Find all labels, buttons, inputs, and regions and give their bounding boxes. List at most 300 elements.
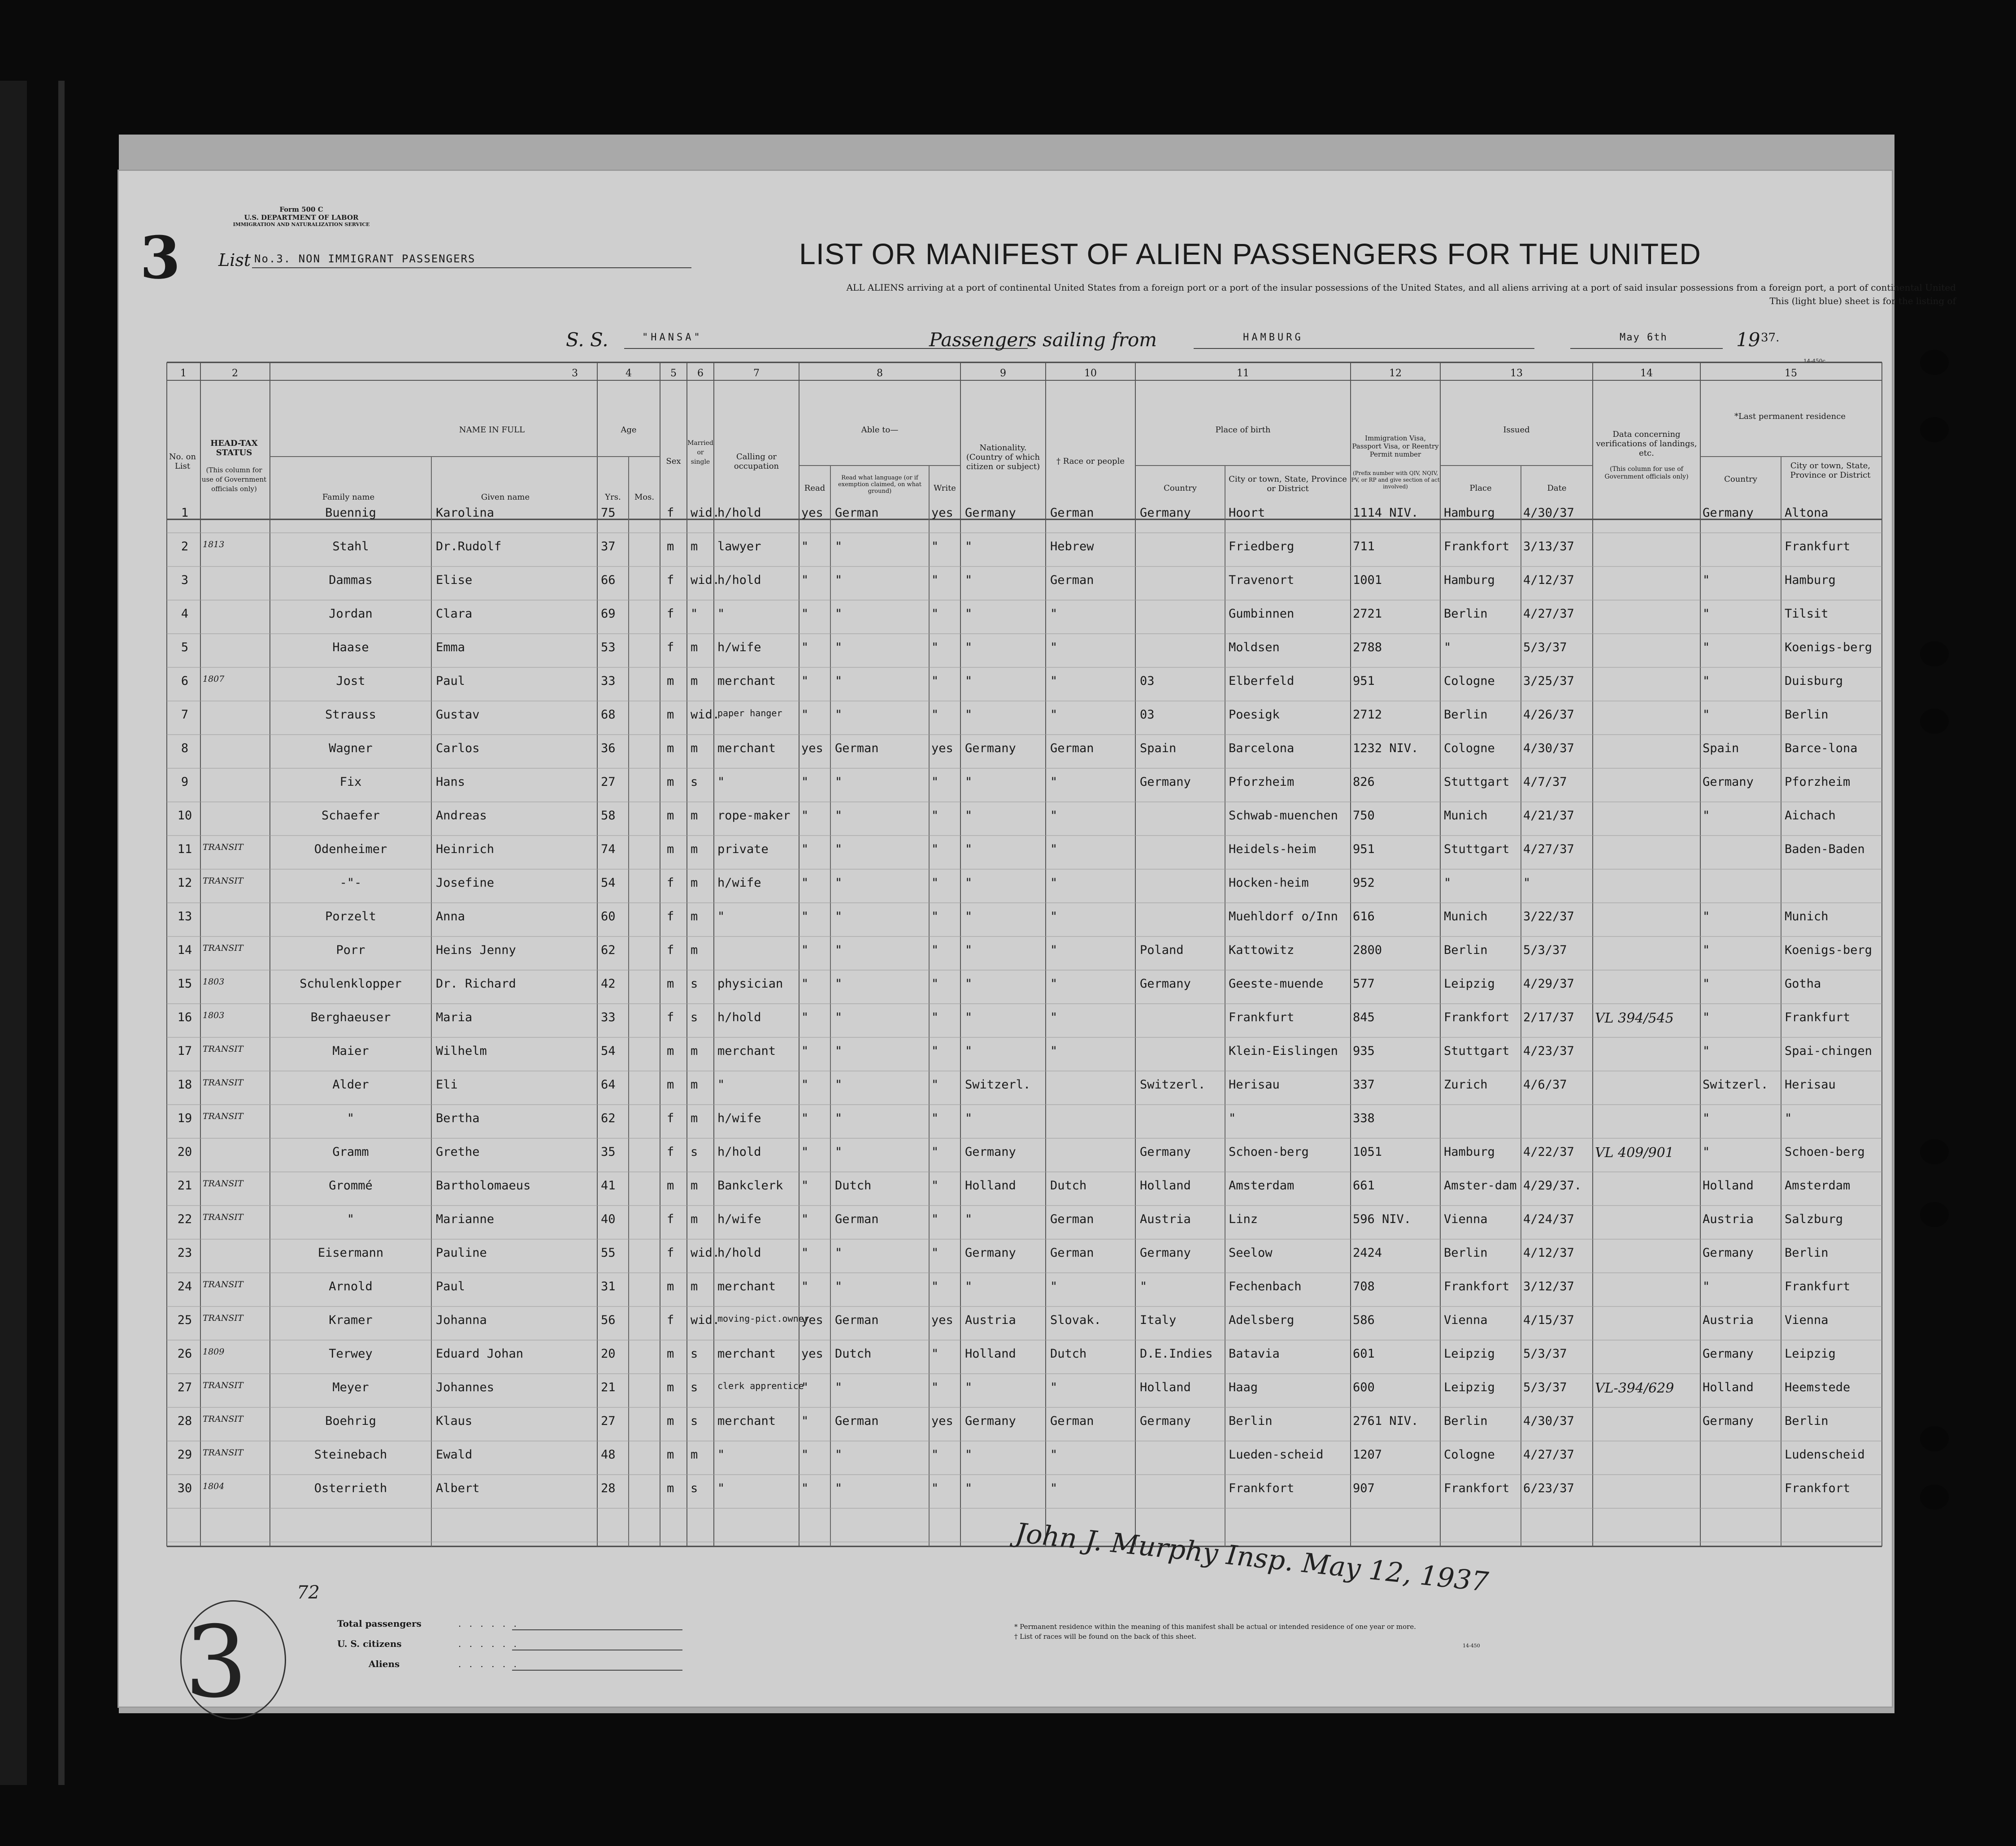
residence-country: " bbox=[1703, 943, 1710, 957]
residence-country: Spain bbox=[1703, 741, 1739, 755]
occupation: " bbox=[717, 607, 725, 621]
residence-city: Duisburg bbox=[1785, 674, 1843, 688]
sex: m bbox=[667, 1280, 674, 1293]
family-name: Berghaeuser bbox=[310, 1010, 391, 1024]
birth-city: Linz bbox=[1229, 1212, 1258, 1226]
birth-country: Switzerl. bbox=[1140, 1078, 1206, 1092]
sex: m bbox=[667, 809, 674, 823]
can-read: " bbox=[801, 540, 809, 553]
issued-date: 4/22/37 bbox=[1523, 1145, 1574, 1159]
can-read: " bbox=[801, 977, 809, 991]
header-nationality: Nationality. (Country of which citizen or subject) bbox=[966, 443, 1040, 471]
read-language: Dutch bbox=[835, 1347, 872, 1361]
can-read: yes bbox=[801, 741, 823, 755]
can-read: " bbox=[801, 775, 809, 789]
marital-status: wid. bbox=[691, 708, 720, 722]
issued-place: Berlin bbox=[1444, 607, 1488, 621]
header-age: Age bbox=[621, 425, 637, 435]
read-language: German bbox=[835, 1313, 879, 1327]
read-language: " bbox=[835, 640, 843, 654]
family-name: Fix bbox=[339, 775, 362, 789]
issued-date: 6/23/37 bbox=[1523, 1481, 1574, 1495]
can-read: " bbox=[801, 876, 809, 890]
marital-status: m bbox=[691, 1280, 698, 1293]
issued-date: 5/3/37 bbox=[1523, 640, 1567, 654]
read-language: " bbox=[835, 1044, 843, 1058]
marital-status: m bbox=[691, 876, 698, 890]
family-name: Arnold bbox=[329, 1280, 373, 1293]
given-name: Pauline bbox=[436, 1246, 487, 1260]
read-language: " bbox=[835, 1010, 843, 1024]
can-read: yes bbox=[801, 1313, 823, 1327]
given-name: Bartholomaeus bbox=[436, 1179, 531, 1193]
can-write: " bbox=[931, 708, 939, 722]
visa-number: 1114 NIV. bbox=[1353, 506, 1419, 520]
birth-city: Seelow bbox=[1229, 1246, 1273, 1260]
occupation: moving-pict.owner bbox=[717, 1313, 809, 1324]
race: Dutch bbox=[1050, 1347, 1087, 1361]
visa-number: 337 bbox=[1353, 1078, 1375, 1092]
birth-country: 03 bbox=[1140, 674, 1155, 688]
residence-country: " bbox=[1703, 977, 1710, 991]
race: " bbox=[1050, 775, 1058, 789]
sex: m bbox=[667, 1179, 674, 1193]
can-read: " bbox=[801, 1280, 809, 1293]
row-number: 28 bbox=[177, 1414, 192, 1428]
residence-city: Koenigs-berg bbox=[1785, 943, 1873, 957]
residence-city: Spai-chingen bbox=[1785, 1044, 1873, 1058]
nationality: " bbox=[965, 775, 973, 789]
race: German bbox=[1050, 573, 1094, 587]
row-number: 8 bbox=[181, 741, 189, 755]
marital-status: s bbox=[691, 1414, 698, 1428]
visa-number: 2712 bbox=[1353, 708, 1382, 722]
nationality: " bbox=[965, 977, 973, 991]
ss-label: S. S. bbox=[566, 329, 608, 351]
birth-city: Schwab-muenchen bbox=[1229, 809, 1338, 823]
age-years: 69 bbox=[601, 607, 616, 621]
age-years: 66 bbox=[601, 573, 616, 587]
issued-place: Vienna bbox=[1444, 1212, 1488, 1226]
issued-place: Stuttgart bbox=[1444, 842, 1510, 856]
race: German bbox=[1050, 506, 1094, 520]
header-read: Read bbox=[804, 483, 826, 493]
header-head-tax-note: (This column for use of Government officials only) bbox=[201, 466, 267, 493]
family-name: Dammas bbox=[329, 573, 373, 587]
marital-status: s bbox=[691, 1145, 698, 1159]
can-read: " bbox=[801, 1010, 809, 1024]
visa-number: 826 bbox=[1353, 775, 1375, 789]
age-years: 55 bbox=[601, 1246, 616, 1260]
header-married: Married or single bbox=[687, 440, 713, 466]
given-name: Karolina bbox=[436, 506, 495, 520]
residence-country: Austria bbox=[1703, 1212, 1754, 1226]
residence-city: Herisau bbox=[1785, 1078, 1836, 1092]
can-write: " bbox=[931, 1111, 939, 1125]
birth-city: " bbox=[1229, 1111, 1236, 1125]
residence-city: Koenigs-berg bbox=[1785, 640, 1873, 654]
given-name: Heins Jenny bbox=[436, 943, 516, 957]
row-number: 26 bbox=[177, 1347, 192, 1361]
table-grid bbox=[117, 170, 1893, 1708]
birth-country: Austria bbox=[1140, 1212, 1191, 1226]
header-data-note: (This column for use of Government officials only) bbox=[1604, 466, 1689, 480]
sex: m bbox=[667, 1380, 674, 1394]
race: " bbox=[1050, 809, 1058, 823]
marital-status: m bbox=[691, 943, 698, 957]
race: German bbox=[1050, 741, 1094, 755]
visa-number: 845 bbox=[1353, 1010, 1375, 1024]
header-given-name: Given name bbox=[481, 492, 530, 502]
row-number: 9 bbox=[181, 775, 189, 789]
read-language: " bbox=[835, 876, 843, 890]
can-write: " bbox=[931, 1044, 939, 1058]
birth-city: Barcelona bbox=[1229, 741, 1295, 755]
issued-date: 4/12/37 bbox=[1523, 1246, 1574, 1260]
column-number: 3 bbox=[572, 368, 578, 379]
given-name: Marianne bbox=[436, 1212, 495, 1226]
marital-status: m bbox=[691, 1212, 698, 1226]
read-language: German bbox=[835, 506, 879, 520]
year-prefix: 19 bbox=[1736, 329, 1760, 351]
footer-aliens: Aliens bbox=[369, 1659, 400, 1669]
occupation: h/hold bbox=[717, 573, 761, 587]
marital-status: m bbox=[691, 640, 698, 654]
marital-status: m bbox=[691, 741, 698, 755]
marital-status: wid. bbox=[691, 1246, 720, 1260]
can-read: " bbox=[801, 1044, 809, 1058]
marital-status: s bbox=[691, 1481, 698, 1495]
nationality: " bbox=[965, 842, 973, 856]
issued-place: Leipzig bbox=[1444, 1347, 1495, 1361]
can-read: " bbox=[801, 842, 809, 856]
birth-city: Pforzheim bbox=[1229, 775, 1295, 789]
can-read: " bbox=[801, 1212, 809, 1226]
visa-number: 577 bbox=[1353, 977, 1375, 991]
read-language: " bbox=[835, 1111, 843, 1125]
given-name: Dr.Rudolf bbox=[436, 540, 502, 553]
circle-mark bbox=[180, 1600, 286, 1720]
given-name: Johanna bbox=[436, 1313, 487, 1327]
row-number: 23 bbox=[177, 1246, 192, 1260]
birth-country: D.E.Indies bbox=[1140, 1347, 1213, 1361]
sex: m bbox=[667, 674, 674, 688]
family-name: Porr bbox=[336, 943, 365, 957]
head-tax-status: 1804 bbox=[203, 1481, 225, 1491]
birth-city: Batavia bbox=[1229, 1347, 1280, 1361]
nationality: " bbox=[965, 1111, 973, 1125]
can-write: " bbox=[931, 540, 939, 553]
header-res-country: Country bbox=[1724, 475, 1757, 484]
can-read: " bbox=[801, 1078, 809, 1092]
can-write: " bbox=[931, 775, 939, 789]
issued-place: Zurich bbox=[1444, 1078, 1488, 1092]
issued-date: 4/27/37 bbox=[1523, 1448, 1574, 1462]
family-name: Gramm bbox=[332, 1145, 369, 1159]
header-birth-country: Country bbox=[1164, 483, 1197, 493]
issued-place: Cologne bbox=[1444, 1448, 1495, 1462]
marital-status: m bbox=[691, 1078, 698, 1092]
sex: f bbox=[667, 1246, 674, 1260]
can-write: yes bbox=[931, 1414, 953, 1428]
residence-country: Switzerl. bbox=[1703, 1078, 1768, 1092]
age-years: 53 bbox=[601, 640, 616, 654]
read-language: " bbox=[835, 573, 843, 587]
given-name: Paul bbox=[436, 1280, 465, 1293]
family-name: Osterrieth bbox=[314, 1481, 387, 1495]
issued-place: Leipzig bbox=[1444, 977, 1495, 991]
sex: m bbox=[667, 1481, 674, 1495]
given-name: Johannes bbox=[436, 1380, 495, 1394]
occupation: physician bbox=[717, 977, 783, 991]
residence-country: " bbox=[1703, 1010, 1710, 1024]
row-number: 16 bbox=[177, 1010, 192, 1024]
form-service: IMMIGRATION AND NATURALIZATION SERVICE bbox=[233, 222, 370, 227]
can-write: " bbox=[931, 1280, 939, 1293]
issued-place: Vienna bbox=[1444, 1313, 1488, 1327]
issued-date: 4/26/37 bbox=[1523, 708, 1574, 722]
header-read-what: Read what language (or if exemption claimed, on what ground) bbox=[838, 475, 921, 495]
row-number: 19 bbox=[177, 1111, 192, 1125]
can-write: " bbox=[931, 1078, 939, 1092]
can-read: yes bbox=[801, 1347, 823, 1361]
can-read: " bbox=[801, 1481, 809, 1495]
age-years: 21 bbox=[601, 1380, 616, 1394]
can-read: yes bbox=[801, 506, 823, 520]
list-label: List bbox=[218, 250, 251, 270]
race: " bbox=[1050, 1448, 1058, 1462]
age-years: 62 bbox=[601, 1111, 616, 1125]
row-number: 15 bbox=[177, 977, 192, 991]
form-dept: U.S. DEPARTMENT OF LABOR bbox=[244, 213, 359, 222]
occupation: h/hold bbox=[717, 1145, 761, 1159]
footer-us-citizens: U. S. citizens bbox=[337, 1638, 402, 1649]
given-name: Carlos bbox=[436, 741, 480, 755]
marital-status: s bbox=[691, 977, 698, 991]
row-number: 20 bbox=[177, 1145, 192, 1159]
family-name: Schaefer bbox=[321, 809, 380, 823]
can-write: " bbox=[931, 1481, 939, 1495]
row-number: 10 bbox=[177, 809, 192, 823]
occupation: h/hold bbox=[717, 1010, 761, 1024]
head-tax-status: TRANSIT bbox=[203, 842, 243, 852]
sex: m bbox=[667, 1044, 674, 1058]
given-name: Anna bbox=[436, 910, 465, 923]
column-number: 5 bbox=[670, 368, 677, 379]
age-years: 42 bbox=[601, 977, 616, 991]
can-read: " bbox=[801, 1145, 809, 1159]
ship-name: "HANSA" bbox=[642, 332, 703, 343]
birth-city: Schoen-berg bbox=[1229, 1145, 1309, 1159]
residence-country: " bbox=[1703, 1044, 1710, 1058]
residence-country: Germany bbox=[1703, 1347, 1754, 1361]
birth-country: Poland bbox=[1140, 943, 1184, 957]
row-number: 14 bbox=[177, 943, 192, 957]
marital-status: m bbox=[691, 1111, 698, 1125]
race: " bbox=[1050, 1481, 1058, 1495]
read-language: German bbox=[835, 1414, 879, 1428]
sex: m bbox=[667, 1448, 674, 1462]
residence-city: Berlin bbox=[1785, 708, 1829, 722]
issued-place: Cologne bbox=[1444, 741, 1495, 755]
visa-number: 2788 bbox=[1353, 640, 1382, 654]
nationality: " bbox=[965, 1280, 973, 1293]
occupation: " bbox=[717, 775, 725, 789]
row-number: 5 bbox=[181, 640, 189, 654]
issued-date: 4/6/37 bbox=[1523, 1078, 1567, 1092]
given-name: Paul bbox=[436, 674, 465, 688]
issued-date: 3/25/37 bbox=[1523, 674, 1574, 688]
header-data-landings: Data concerning verifications of landings, etc. bbox=[1596, 430, 1697, 458]
row-number: 12 bbox=[177, 876, 192, 890]
header-able-to: Able to— bbox=[861, 425, 899, 435]
family-name: Alder bbox=[332, 1078, 369, 1092]
issued-place: Frankfort bbox=[1444, 1280, 1510, 1293]
count-note: 72 bbox=[297, 1582, 320, 1603]
issued-date: 4/15/37 bbox=[1523, 1313, 1574, 1327]
occupation: merchant bbox=[717, 674, 776, 688]
landing-data: VL 409/901 bbox=[1595, 1145, 1674, 1161]
family-name: Boehrig bbox=[325, 1414, 376, 1428]
visa-number: 2761 NIV. bbox=[1353, 1414, 1419, 1428]
can-read: " bbox=[801, 1414, 809, 1428]
race: " bbox=[1050, 842, 1058, 856]
can-write: " bbox=[931, 573, 939, 587]
birth-city: Elberfeld bbox=[1229, 674, 1295, 688]
nationality: " bbox=[965, 809, 973, 823]
year-suffix: 37. bbox=[1761, 331, 1780, 344]
head-tax-status: 1807 bbox=[203, 674, 225, 684]
sex: f bbox=[667, 910, 674, 923]
issued-place: Hamburg bbox=[1444, 1145, 1495, 1159]
nationality: " bbox=[965, 573, 973, 587]
row-number: 24 bbox=[177, 1280, 192, 1293]
head-tax-status: TRANSIT bbox=[203, 1111, 243, 1121]
issued-date: 4/30/37 bbox=[1523, 1414, 1574, 1428]
age-years: 31 bbox=[601, 1280, 616, 1293]
can-write: " bbox=[931, 607, 939, 621]
row-number: 11 bbox=[177, 842, 192, 856]
birth-city: Berlin bbox=[1229, 1414, 1273, 1428]
nationality: " bbox=[965, 607, 973, 621]
header-family-name: Family name bbox=[322, 492, 375, 502]
can-read: " bbox=[801, 607, 809, 621]
issued-date: 4/27/37 bbox=[1523, 607, 1574, 621]
header-issued: Issued bbox=[1503, 425, 1530, 435]
header-sex: Sex bbox=[666, 457, 681, 466]
footer-note-2: † List of races will be found on the back of this sheet. bbox=[1014, 1633, 1197, 1641]
nationality: " bbox=[965, 910, 973, 923]
nationality: Switzerl. bbox=[965, 1078, 1031, 1092]
birth-country: Germany bbox=[1140, 1145, 1191, 1159]
header-issued-date: Date bbox=[1547, 483, 1567, 493]
row-number: 27 bbox=[177, 1380, 192, 1394]
can-read: " bbox=[801, 1111, 809, 1125]
family-name: Jost bbox=[336, 674, 365, 688]
can-write: " bbox=[931, 1010, 939, 1024]
residence-city: Leipzig bbox=[1785, 1347, 1836, 1361]
nationality: " bbox=[965, 943, 973, 957]
race: " bbox=[1050, 1280, 1058, 1293]
head-tax-status: TRANSIT bbox=[203, 1212, 243, 1222]
visa-number: 661 bbox=[1353, 1179, 1375, 1193]
visa-number: 935 bbox=[1353, 1044, 1375, 1058]
visa-number: 2721 bbox=[1353, 607, 1382, 621]
row-number: 3 bbox=[181, 573, 189, 587]
nationality: " bbox=[965, 1481, 973, 1495]
can-write: yes bbox=[931, 741, 953, 755]
family-name: Grommé bbox=[329, 1179, 373, 1193]
sheet-number: 3 bbox=[140, 223, 181, 292]
issued-date: 4/29/37. bbox=[1523, 1179, 1582, 1193]
sex: f bbox=[667, 1145, 674, 1159]
footer-note-1: * Permanent residence within the meaning of this manifest shall be actual or intended residence of one year or more. bbox=[1014, 1623, 1416, 1631]
column-number: 1 bbox=[180, 368, 187, 379]
occupation: merchant bbox=[717, 1414, 776, 1428]
marital-status: m bbox=[691, 1044, 698, 1058]
residence-country: " bbox=[1703, 809, 1710, 823]
visa-number: 750 bbox=[1353, 809, 1375, 823]
can-write: " bbox=[931, 910, 939, 923]
race: " bbox=[1050, 910, 1058, 923]
can-read: " bbox=[801, 910, 809, 923]
nationality: " bbox=[965, 674, 973, 688]
race: " bbox=[1050, 977, 1058, 991]
family-name: Buennig bbox=[325, 506, 376, 520]
given-name: Klaus bbox=[436, 1414, 473, 1428]
race: Hebrew bbox=[1050, 540, 1094, 553]
column-number: 15 bbox=[1785, 368, 1797, 379]
issued-date: 3/12/37 bbox=[1523, 1280, 1574, 1293]
given-name: Eli bbox=[436, 1078, 458, 1092]
birth-country: Germany bbox=[1140, 1414, 1191, 1428]
sex: f bbox=[667, 506, 674, 520]
issued-place: Leipzig bbox=[1444, 1380, 1495, 1394]
nationality: Germany bbox=[965, 1145, 1016, 1159]
family-name: Porzelt bbox=[325, 910, 376, 923]
marital-status: s bbox=[691, 1380, 698, 1394]
birth-country: Germany bbox=[1140, 775, 1191, 789]
header-calling: Calling or occupation bbox=[734, 452, 779, 471]
read-language: " bbox=[835, 1246, 843, 1260]
inspector-signature: John J. Murphy Insp. May 12, 1937 bbox=[1014, 1517, 1490, 1598]
age-years: 56 bbox=[601, 1313, 616, 1327]
age-years: 27 bbox=[601, 1414, 616, 1428]
age-years: 54 bbox=[601, 1044, 616, 1058]
visa-number: 951 bbox=[1353, 674, 1375, 688]
birth-country: Italy bbox=[1140, 1313, 1177, 1327]
race: Dutch bbox=[1050, 1179, 1087, 1193]
visa-number: 1051 bbox=[1353, 1145, 1382, 1159]
read-language: " bbox=[835, 842, 843, 856]
sex: m bbox=[667, 775, 674, 789]
read-language: " bbox=[835, 1481, 843, 1495]
head-tax-status: TRANSIT bbox=[203, 876, 243, 886]
given-name: Clara bbox=[436, 607, 473, 621]
circled-number: 3 bbox=[185, 1605, 248, 1720]
family-name: Kramer bbox=[329, 1313, 373, 1327]
column-number: 6 bbox=[697, 368, 704, 379]
can-write: " bbox=[931, 1212, 939, 1226]
residence-city: Berlin bbox=[1785, 1414, 1829, 1428]
age-years: 62 bbox=[601, 943, 616, 957]
visa-number: 601 bbox=[1353, 1347, 1375, 1361]
given-name: Heinrich bbox=[436, 842, 495, 856]
residence-city: Berlin bbox=[1785, 1246, 1829, 1260]
issued-date: 4/7/37 bbox=[1523, 775, 1567, 789]
header-head-tax: HEAD-TAX STATUS bbox=[210, 439, 258, 457]
race: " bbox=[1050, 708, 1058, 722]
